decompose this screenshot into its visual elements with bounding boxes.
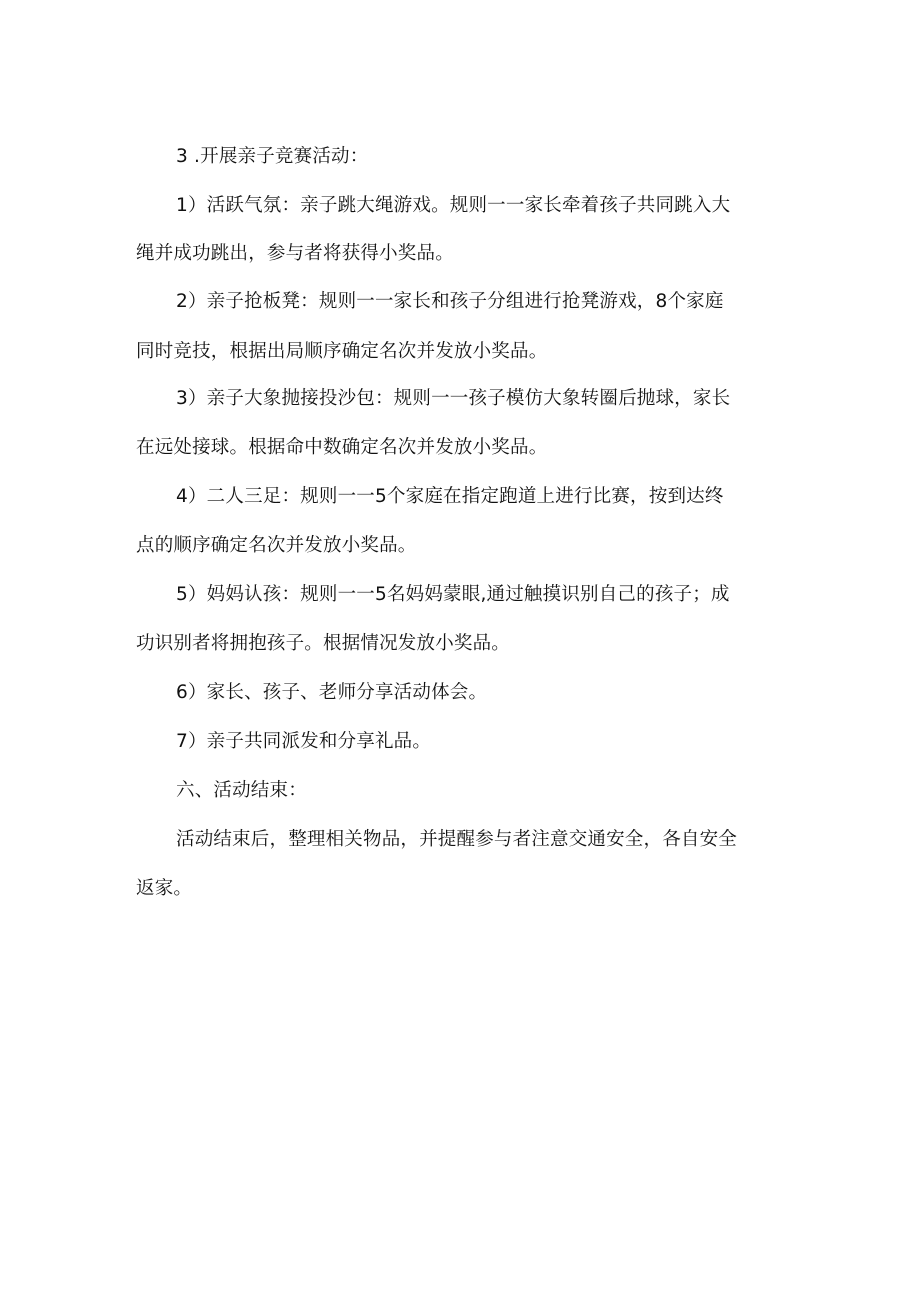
closing-line-1: 活动结束后，整理相关物品，并提醒参与者注意交通安全，各自安全 [176, 829, 738, 850]
item-4-line-1: 4）二人三足：规则一一5个家庭在指定跑道上进行比赛，按到达终 [176, 486, 724, 507]
section-3-title: 3 .开展亲子竞赛活动： [176, 146, 369, 167]
item-6-line-1: 6）家长、孩子、老师分享活动体会。 [176, 682, 488, 703]
item-1-line-1: 1）活跃气氛：亲子跳大绳游戏。规则一一家长牵着孩子共同跳入大 [176, 195, 731, 216]
closing-line-2: 返家。 [136, 878, 193, 899]
item-5-line-1: 5）妈妈认孩：规则一一5名妈妈蒙眼,通过触摸识别自己的孩子；成 [176, 584, 730, 605]
item-5-line-2: 功识别者将拥抱孩子。根据情况发放小奖品。 [136, 633, 511, 654]
item-2-line-2: 同时竞技，根据出局顺序确定名次并发放小奖品。 [136, 341, 548, 362]
item-7-line-1: 7）亲子共同派发和分享礼品。 [176, 731, 432, 752]
item-3-line-1: 3）亲子大象抛接投沙包：规则一一孩子模仿大象转圈后抛球，家长 [176, 388, 731, 409]
item-1-line-2: 绳并成功跳出，参与者将获得小奖品。 [136, 243, 454, 264]
item-2-line-1: 2）亲子抢板凳：规则一一家长和孩子分组进行抢凳游戏，8个家庭 [176, 291, 724, 312]
section-6-title: 六、活动结束： [176, 780, 307, 801]
item-4-line-2: 点的顺序确定名次并发放小奖品。 [136, 535, 417, 556]
item-3-line-2: 在远处接球。根据命中数确定名次并发放小奖品。 [136, 437, 548, 458]
